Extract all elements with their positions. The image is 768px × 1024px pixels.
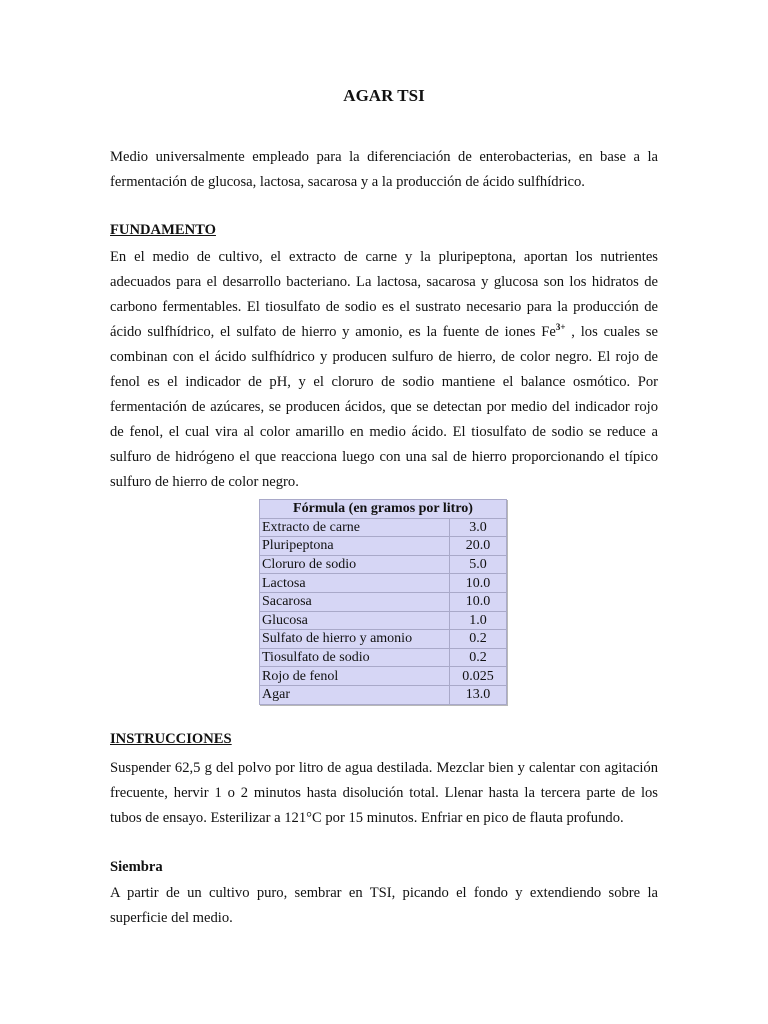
iron-ion-superscript: 3+	[555, 322, 566, 332]
ingredient-name: Rojo de fenol	[260, 667, 450, 686]
table-row	[260, 592, 507, 611]
ingredient-value: 3.0	[450, 518, 507, 537]
table-row	[260, 574, 507, 593]
ingredient-value: 10.0	[450, 574, 507, 593]
instrucciones-heading: INSTRUCCIONES	[110, 731, 232, 747]
ingredient-name: Pluripeptona	[260, 537, 450, 556]
instrucciones-paragraph: Suspender 62,5 g del polvo por litro de agua destilada. Mezclar bien y calentar con agitación frecuente, hervir 1 o 2 minutos hasta disolución total. Llenar hasta la tercera parte de los tubos de ensayo. Esterilizar a 121°C por 15 minutos. Enfriar en pico de flauta profundo.	[110, 760, 658, 826]
ingredient-value: 20.0	[450, 537, 507, 556]
ingredient-value: 0.025	[450, 667, 507, 686]
ingredient-value: 0.2	[450, 648, 507, 667]
fundamento-text-part1: En el medio de cultivo, el extracto de carne y la pluripeptona, aportan los nutrientes adecuados para el desarrollo bacteriano. La lactosa, sacarosa y glucosa son los hidratos de carbono fermentables. El tiosulfato de sodio es el sustrato necesario para la producción de ácido sulfhídrico, el sulfato de hierro y amonio, es la fuente de iones Fe	[110, 249, 658, 340]
ingredient-name: Cloruro de sodio	[260, 555, 450, 574]
table-row	[260, 648, 507, 667]
fundamento-paragraph	[110, 245, 658, 495]
ingredient-value: 10.0	[450, 592, 507, 611]
intro-paragraph: Medio universalmente empleado para la diferenciación de enterobacterias, en base a la fermentación de glucosa, lactosa, sacarosa y a la producción de ácido sulfhídrico.	[110, 149, 658, 190]
table-row	[260, 518, 507, 537]
siembra-paragraph: A partir de un cultivo puro, sembrar en TSI, picando el fondo y extendiendo sobre la superficie del medio.	[110, 885, 658, 926]
table-row	[260, 555, 507, 574]
table-row	[260, 667, 507, 686]
fundamento-heading: FUNDAMENTO	[110, 222, 216, 238]
ingredient-name: Sacarosa	[260, 592, 450, 611]
table-row	[260, 630, 507, 649]
ingredient-name: Sulfato de hierro y amonio	[260, 630, 450, 649]
ingredient-name: Extracto de carne	[260, 518, 450, 537]
fundamento-text-part2: , los cuales se combinan con el ácido sulfhídrico y producen sulfuro de hierro, de color negro. El rojo de fenol es el indicador de pH, y el cloruro de sodio mantiene el balance osmótico. Por fermentación de azúcares, se producen ácidos, que se detectan por medio del indicador rojo de fenol, el cual vira al color amarillo en medio ácido. El tiosulfato de sodio se reduce a sulfuro de hidrógeno el que reacciona luego con una sal de hierro proporcionando el típico sulfuro de hierro de color negro.	[110, 324, 658, 490]
formula-table	[259, 499, 507, 705]
ingredient-value: 5.0	[450, 555, 507, 574]
ingredient-name: Glucosa	[260, 611, 450, 630]
siembra-heading: Siembra	[110, 859, 163, 875]
formula-table-header: Fórmula (en gramos por litro)	[260, 500, 507, 519]
ingredient-value: 1.0	[450, 611, 507, 630]
table-row	[260, 685, 507, 704]
ingredient-name: Lactosa	[260, 574, 450, 593]
ingredient-value: 13.0	[450, 685, 507, 704]
ingredient-name: Agar	[260, 685, 450, 704]
page-title: AGAR TSI	[343, 86, 425, 105]
ingredient-value: 0.2	[450, 630, 507, 649]
table-row	[260, 537, 507, 556]
table-row	[260, 611, 507, 630]
ingredient-name: Tiosulfato de sodio	[260, 648, 450, 667]
